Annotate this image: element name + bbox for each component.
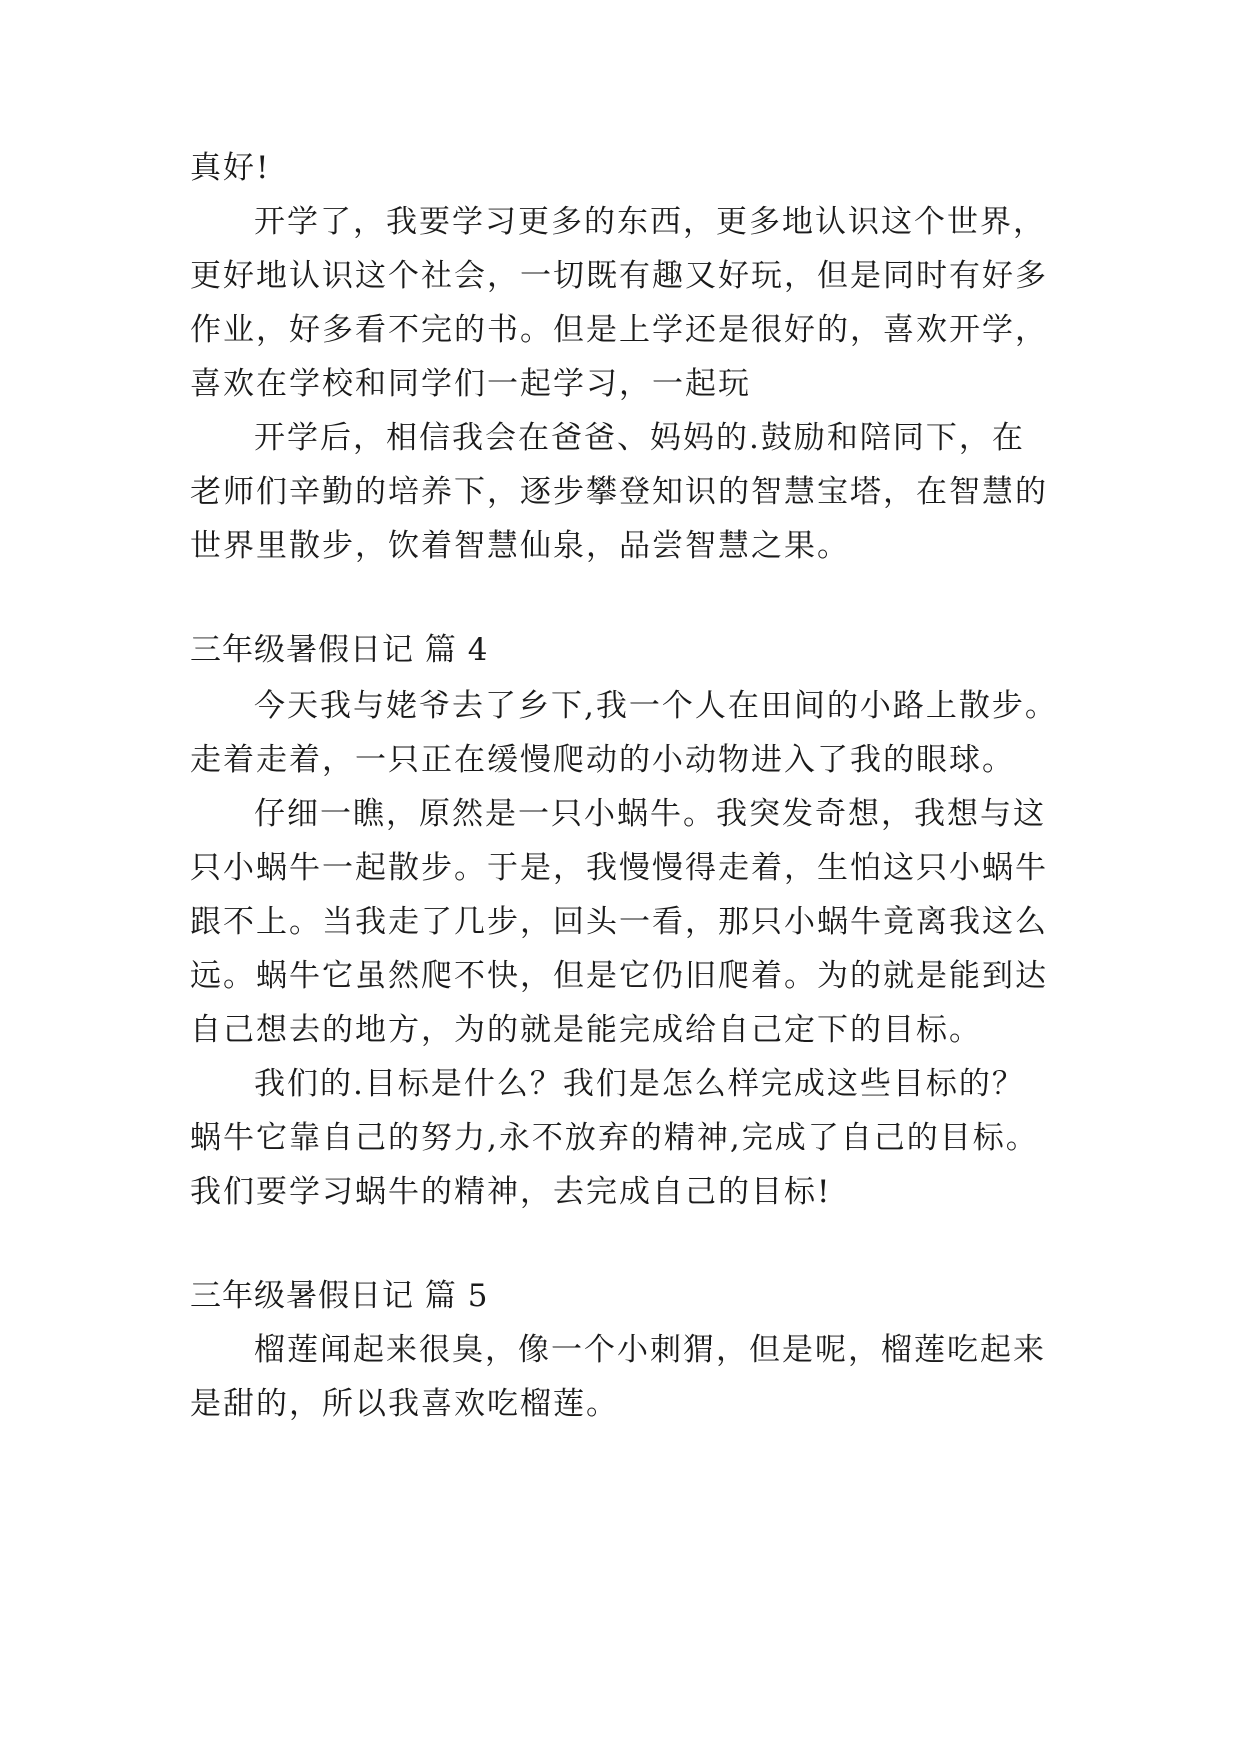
section3-p1-line1: 开学了，我要学习更多的东西，更多地认识这个世界，	[254, 204, 1046, 240]
section3-p2-line3: 世界里散步，饮着智慧仙泉，品尝智慧之果。	[190, 528, 850, 564]
section4-p2-line4: 远。蜗牛它虽然爬不快，但是它仍旧爬着。为的就是能到达	[190, 958, 1048, 994]
section4-p3-line2: 蜗牛它靠自己的努力,永不放弃的精神,完成了自己的目标。	[190, 1120, 1039, 1156]
section3-p1-line3: 作业，好多看不完的书。但是上学还是很好的，喜欢开学，	[190, 312, 1048, 348]
section4-p1-line1: 今天我与姥爷去了乡下,我一个人在田间的小路上散步。	[254, 688, 1058, 724]
section5-p1-line2: 是甜的，所以我喜欢吃榴莲。	[190, 1386, 619, 1422]
section4-p2-line1: 仔细一瞧，原然是一只小蜗牛。我突发奇想，我想与这	[254, 796, 1046, 832]
section4-p2-line5: 自己想去的地方，为的就是能完成给自己定下的目标。	[190, 1012, 982, 1048]
section3-p2-line1: 开学后，相信我会在爸爸、妈妈的.鼓励和陪同下，在	[254, 420, 1025, 456]
section4-p2-line3: 跟不上。当我走了几步，回头一看，那只小蜗牛竟离我这么	[190, 904, 1048, 940]
section3-ending: 真好!	[190, 150, 271, 186]
section4-p3-line1: 我们的.目标是什么？我们是怎么样完成这些目标的？	[254, 1066, 1025, 1102]
section3-p2-line2: 老师们辛勤的培养下，逐步攀登知识的智慧宝塔，在智慧的	[190, 474, 1048, 510]
section4-heading: 三年级暑假日记 篇 4	[190, 632, 489, 668]
section4-p3-line3: 我们要学习蜗牛的精神，去完成自己的目标!	[190, 1174, 832, 1210]
section5-heading: 三年级暑假日记 篇 5	[190, 1278, 489, 1314]
section4-p1-line2: 走着走着，一只正在缓慢爬动的小动物进入了我的眼球。	[190, 742, 1015, 778]
section3-p1-line2: 更好地认识这个社会，一切既有趣又好玩，但是同时有好多	[190, 258, 1048, 294]
section4-p2-line2: 只小蜗牛一起散步。于是，我慢慢得走着，生怕这只小蜗牛	[190, 850, 1048, 886]
section5-p1-line1: 榴莲闻起来很臭，像一个小刺猬，但是呢，榴莲吃起来	[254, 1332, 1046, 1368]
section3-p1-line4: 喜欢在学校和同学们一起学习，一起玩	[190, 366, 751, 402]
